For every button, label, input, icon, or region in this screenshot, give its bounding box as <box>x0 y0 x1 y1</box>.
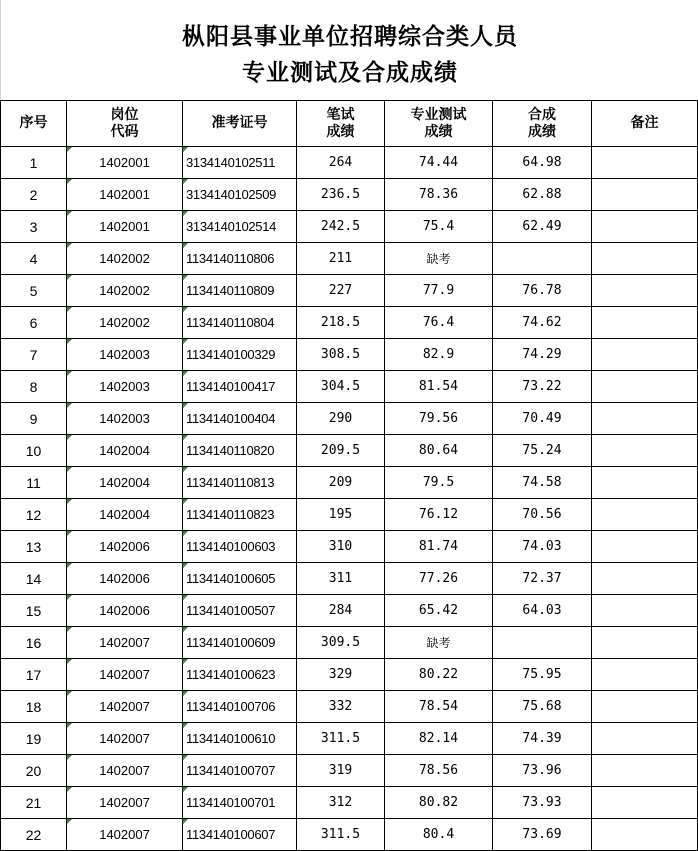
written-score-cell[interactable]: 227 <box>297 275 385 307</box>
written-score-cell[interactable]: 309.5 <box>297 627 385 659</box>
professional-score-cell[interactable]: 78.56 <box>385 755 493 787</box>
combined-score-cell[interactable]: 73.69 <box>493 819 592 851</box>
header-written-score[interactable]: 笔试 成绩 <box>297 101 385 147</box>
combined-score-cell[interactable]: 74.03 <box>493 531 592 563</box>
seq-cell[interactable]: 11 <box>1 467 67 499</box>
post-code-cell[interactable]: 1402002 <box>67 275 183 307</box>
professional-score-cell[interactable]: 65.42 <box>385 595 493 627</box>
header-note[interactable]: 备注 <box>592 101 698 147</box>
combined-score-cell[interactable] <box>493 243 592 275</box>
post-code-cell[interactable]: 1402006 <box>67 563 183 595</box>
ticket-number-cell[interactable]: 1134140100607 <box>183 819 297 851</box>
professional-score-cell[interactable]: 80.82 <box>385 787 493 819</box>
seq-cell[interactable]: 5 <box>1 275 67 307</box>
combined-score-cell[interactable]: 75.24 <box>493 435 592 467</box>
combined-score-cell[interactable]: 74.29 <box>493 339 592 371</box>
post-code-cell[interactable]: 1402007 <box>67 627 183 659</box>
combined-score-cell[interactable]: 76.78 <box>493 275 592 307</box>
note-cell[interactable] <box>592 339 698 371</box>
written-score-cell[interactable]: 290 <box>297 403 385 435</box>
table-row <box>1 595 698 627</box>
table-row <box>1 339 698 371</box>
post-code-cell[interactable]: 1402001 <box>67 211 183 243</box>
seq-cell[interactable]: 15 <box>1 595 67 627</box>
post-code-cell[interactable]: 1402006 <box>67 531 183 563</box>
table-row <box>1 211 698 243</box>
ticket-number-cell[interactable]: 3134140102511 <box>183 147 297 179</box>
seq-cell[interactable]: 13 <box>1 531 67 563</box>
post-code-cell[interactable]: 1402007 <box>67 755 183 787</box>
note-cell[interactable] <box>592 275 698 307</box>
ticket-number-cell[interactable]: 1134140100404 <box>183 403 297 435</box>
note-cell[interactable] <box>592 243 698 275</box>
ticket-number-cell[interactable]: 1134140100329 <box>183 339 297 371</box>
professional-score-cell[interactable]: 74.44 <box>385 147 493 179</box>
post-code-cell[interactable]: 1402004 <box>67 499 183 531</box>
note-cell[interactable] <box>592 371 698 403</box>
ticket-number-cell[interactable]: 1134140100603 <box>183 531 297 563</box>
seq-cell[interactable]: 18 <box>1 691 67 723</box>
header-professional-score[interactable]: 专业测试 成绩 <box>385 101 493 147</box>
written-score-cell[interactable]: 311.5 <box>297 819 385 851</box>
written-score-cell[interactable]: 304.5 <box>297 371 385 403</box>
ticket-number-cell[interactable]: 1134140110809 <box>183 275 297 307</box>
table-row <box>1 403 698 435</box>
note-cell[interactable] <box>592 595 698 627</box>
table-row <box>1 435 698 467</box>
table-row <box>1 179 698 211</box>
professional-score-cell[interactable]: 缺考 <box>385 627 493 659</box>
seq-cell[interactable]: 16 <box>1 627 67 659</box>
title-block <box>0 0 698 100</box>
ticket-number-cell[interactable]: 1134140100507 <box>183 595 297 627</box>
post-code-cell[interactable]: 1402007 <box>67 723 183 755</box>
ticket-number-cell[interactable]: 1134140100707 <box>183 755 297 787</box>
ticket-number-cell[interactable]: 1134140110820 <box>183 435 297 467</box>
professional-score-cell[interactable]: 82.14 <box>385 723 493 755</box>
professional-score-cell[interactable]: 77.26 <box>385 563 493 595</box>
written-score-cell[interactable]: 329 <box>297 659 385 691</box>
seq-cell[interactable]: 21 <box>1 787 67 819</box>
professional-score-cell[interactable]: 缺考 <box>385 243 493 275</box>
note-cell[interactable] <box>592 307 698 339</box>
table-row <box>1 499 698 531</box>
seq-cell[interactable]: 14 <box>1 563 67 595</box>
table-row <box>1 531 698 563</box>
ticket-number-cell[interactable]: 1134140100417 <box>183 371 297 403</box>
combined-score-cell[interactable]: 74.62 <box>493 307 592 339</box>
professional-score-cell[interactable]: 80.22 <box>385 659 493 691</box>
seq-cell[interactable]: 7 <box>1 339 67 371</box>
combined-score-cell[interactable]: 73.96 <box>493 755 592 787</box>
post-code-cell[interactable]: 1402007 <box>67 691 183 723</box>
professional-score-cell[interactable]: 82.9 <box>385 339 493 371</box>
note-cell[interactable] <box>592 467 698 499</box>
ticket-number-cell[interactable]: 1134140100706 <box>183 691 297 723</box>
note-cell[interactable] <box>592 211 698 243</box>
header-combined-score[interactable]: 合成 成绩 <box>493 101 592 147</box>
written-score-cell[interactable]: 195 <box>297 499 385 531</box>
table-row <box>1 723 698 755</box>
ticket-number-cell[interactable]: 1134140100610 <box>183 723 297 755</box>
note-cell[interactable] <box>592 691 698 723</box>
professional-score-cell[interactable]: 78.54 <box>385 691 493 723</box>
ticket-number-cell[interactable]: 3134140102509 <box>183 179 297 211</box>
seq-cell[interactable]: 20 <box>1 755 67 787</box>
table-row <box>1 275 698 307</box>
post-code-cell[interactable]: 1402003 <box>67 403 183 435</box>
written-score-cell[interactable]: 209.5 <box>297 435 385 467</box>
seq-cell[interactable]: 4 <box>1 243 67 275</box>
combined-score-cell[interactable]: 70.56 <box>493 499 592 531</box>
seq-cell[interactable]: 19 <box>1 723 67 755</box>
post-code-cell[interactable]: 1402004 <box>67 467 183 499</box>
post-code-cell[interactable]: 1402001 <box>67 179 183 211</box>
written-score-cell[interactable]: 211 <box>297 243 385 275</box>
combined-score-cell[interactable]: 73.22 <box>493 371 592 403</box>
post-code-cell[interactable]: 1402003 <box>67 371 183 403</box>
note-cell[interactable] <box>592 403 698 435</box>
ticket-number-cell[interactable]: 1134140110806 <box>183 243 297 275</box>
table-row <box>1 467 698 499</box>
ticket-number-cell[interactable]: 1134140100605 <box>183 563 297 595</box>
table-row <box>1 787 698 819</box>
note-cell[interactable] <box>592 499 698 531</box>
table-row <box>1 819 698 851</box>
post-code-cell[interactable]: 1402002 <box>67 307 183 339</box>
note-cell[interactable] <box>592 531 698 563</box>
written-score-cell[interactable]: 284 <box>297 595 385 627</box>
written-score-cell[interactable]: 264 <box>297 147 385 179</box>
ticket-number-cell[interactable]: 1134140110813 <box>183 467 297 499</box>
combined-score-cell[interactable]: 62.49 <box>493 211 592 243</box>
ticket-number-cell[interactable]: 1134140100609 <box>183 627 297 659</box>
post-code-cell[interactable]: 1402006 <box>67 595 183 627</box>
note-cell[interactable] <box>592 627 698 659</box>
ticket-number-cell[interactable]: 1134140110804 <box>183 307 297 339</box>
combined-score-cell[interactable]: 74.39 <box>493 723 592 755</box>
note-cell[interactable] <box>592 755 698 787</box>
ticket-number-cell[interactable]: 3134140102514 <box>183 211 297 243</box>
written-score-cell[interactable]: 310 <box>297 531 385 563</box>
seq-cell[interactable]: 3 <box>1 211 67 243</box>
written-score-cell[interactable]: 319 <box>297 755 385 787</box>
note-cell[interactable] <box>592 723 698 755</box>
post-code-cell[interactable]: 1402007 <box>67 819 183 851</box>
seq-cell[interactable]: 1 <box>1 147 67 179</box>
table-row <box>1 371 698 403</box>
professional-score-cell[interactable]: 79.5 <box>385 467 493 499</box>
post-code-cell[interactable]: 1402003 <box>67 339 183 371</box>
seq-cell[interactable]: 22 <box>1 819 67 851</box>
ticket-number-cell[interactable]: 1134140110823 <box>183 499 297 531</box>
note-cell[interactable] <box>592 179 698 211</box>
written-score-cell[interactable]: 312 <box>297 787 385 819</box>
table-row <box>1 563 698 595</box>
professional-score-cell[interactable]: 80.4 <box>385 819 493 851</box>
post-code-cell[interactable]: 1402002 <box>67 243 183 275</box>
page-subtitle: 专业测试及合成成绩 <box>242 60 458 86</box>
professional-score-cell[interactable]: 80.64 <box>385 435 493 467</box>
professional-score-cell[interactable]: 76.4 <box>385 307 493 339</box>
professional-score-cell[interactable]: 76.12 <box>385 499 493 531</box>
professional-score-cell[interactable]: 77.9 <box>385 275 493 307</box>
written-score-cell[interactable]: 311 <box>297 563 385 595</box>
written-score-cell[interactable]: 311.5 <box>297 723 385 755</box>
table-row <box>1 147 698 179</box>
note-cell[interactable] <box>592 659 698 691</box>
combined-score-cell[interactable]: 74.58 <box>493 467 592 499</box>
seq-cell[interactable]: 12 <box>1 499 67 531</box>
table-row <box>1 627 698 659</box>
professional-score-cell[interactable]: 81.54 <box>385 371 493 403</box>
combined-score-cell[interactable] <box>493 627 592 659</box>
scores-table <box>0 100 698 851</box>
table-row <box>1 659 698 691</box>
seq-cell[interactable]: 17 <box>1 659 67 691</box>
combined-score-cell[interactable]: 75.95 <box>493 659 592 691</box>
page-title: 枞阳县事业单位招聘综合类人员 <box>182 24 518 50</box>
combined-score-cell[interactable]: 64.03 <box>493 595 592 627</box>
header-post-code[interactable]: 岗位 代码 <box>67 101 183 147</box>
note-cell[interactable] <box>592 819 698 851</box>
ticket-number-cell[interactable]: 1134140100701 <box>183 787 297 819</box>
header-row <box>1 101 698 147</box>
seq-cell[interactable]: 10 <box>1 435 67 467</box>
combined-score-cell[interactable]: 72.37 <box>493 563 592 595</box>
note-cell[interactable] <box>592 787 698 819</box>
note-cell[interactable] <box>592 563 698 595</box>
written-score-cell[interactable]: 236.5 <box>297 179 385 211</box>
post-code-cell[interactable]: 1402001 <box>67 147 183 179</box>
note-cell[interactable] <box>592 147 698 179</box>
note-cell[interactable] <box>592 435 698 467</box>
professional-score-cell[interactable]: 78.36 <box>385 179 493 211</box>
written-score-cell[interactable]: 218.5 <box>297 307 385 339</box>
combined-score-cell[interactable]: 75.68 <box>493 691 592 723</box>
post-code-cell[interactable]: 1402007 <box>67 659 183 691</box>
seq-cell[interactable]: 8 <box>1 371 67 403</box>
written-score-cell[interactable]: 242.5 <box>297 211 385 243</box>
professional-score-cell[interactable]: 81.74 <box>385 531 493 563</box>
post-code-cell[interactable]: 1402007 <box>67 787 183 819</box>
combined-score-cell[interactable]: 64.98 <box>493 147 592 179</box>
table-row <box>1 243 698 275</box>
post-code-cell[interactable]: 1402004 <box>67 435 183 467</box>
ticket-number-cell[interactable]: 1134140100623 <box>183 659 297 691</box>
header-seq[interactable]: 序号 <box>1 101 67 147</box>
combined-score-cell[interactable]: 70.49 <box>493 403 592 435</box>
table-row <box>1 307 698 339</box>
seq-cell[interactable]: 6 <box>1 307 67 339</box>
header-ticket-number[interactable]: 准考证号 <box>183 101 297 147</box>
table-row <box>1 691 698 723</box>
table-row <box>1 755 698 787</box>
written-score-cell[interactable]: 332 <box>297 691 385 723</box>
written-score-cell[interactable]: 308.5 <box>297 339 385 371</box>
combined-score-cell[interactable]: 73.93 <box>493 787 592 819</box>
written-score-cell[interactable]: 209 <box>297 467 385 499</box>
combined-score-cell[interactable]: 62.88 <box>493 179 592 211</box>
seq-cell[interactable]: 9 <box>1 403 67 435</box>
professional-score-cell[interactable]: 75.4 <box>385 211 493 243</box>
seq-cell[interactable]: 2 <box>1 179 67 211</box>
professional-score-cell[interactable]: 79.56 <box>385 403 493 435</box>
